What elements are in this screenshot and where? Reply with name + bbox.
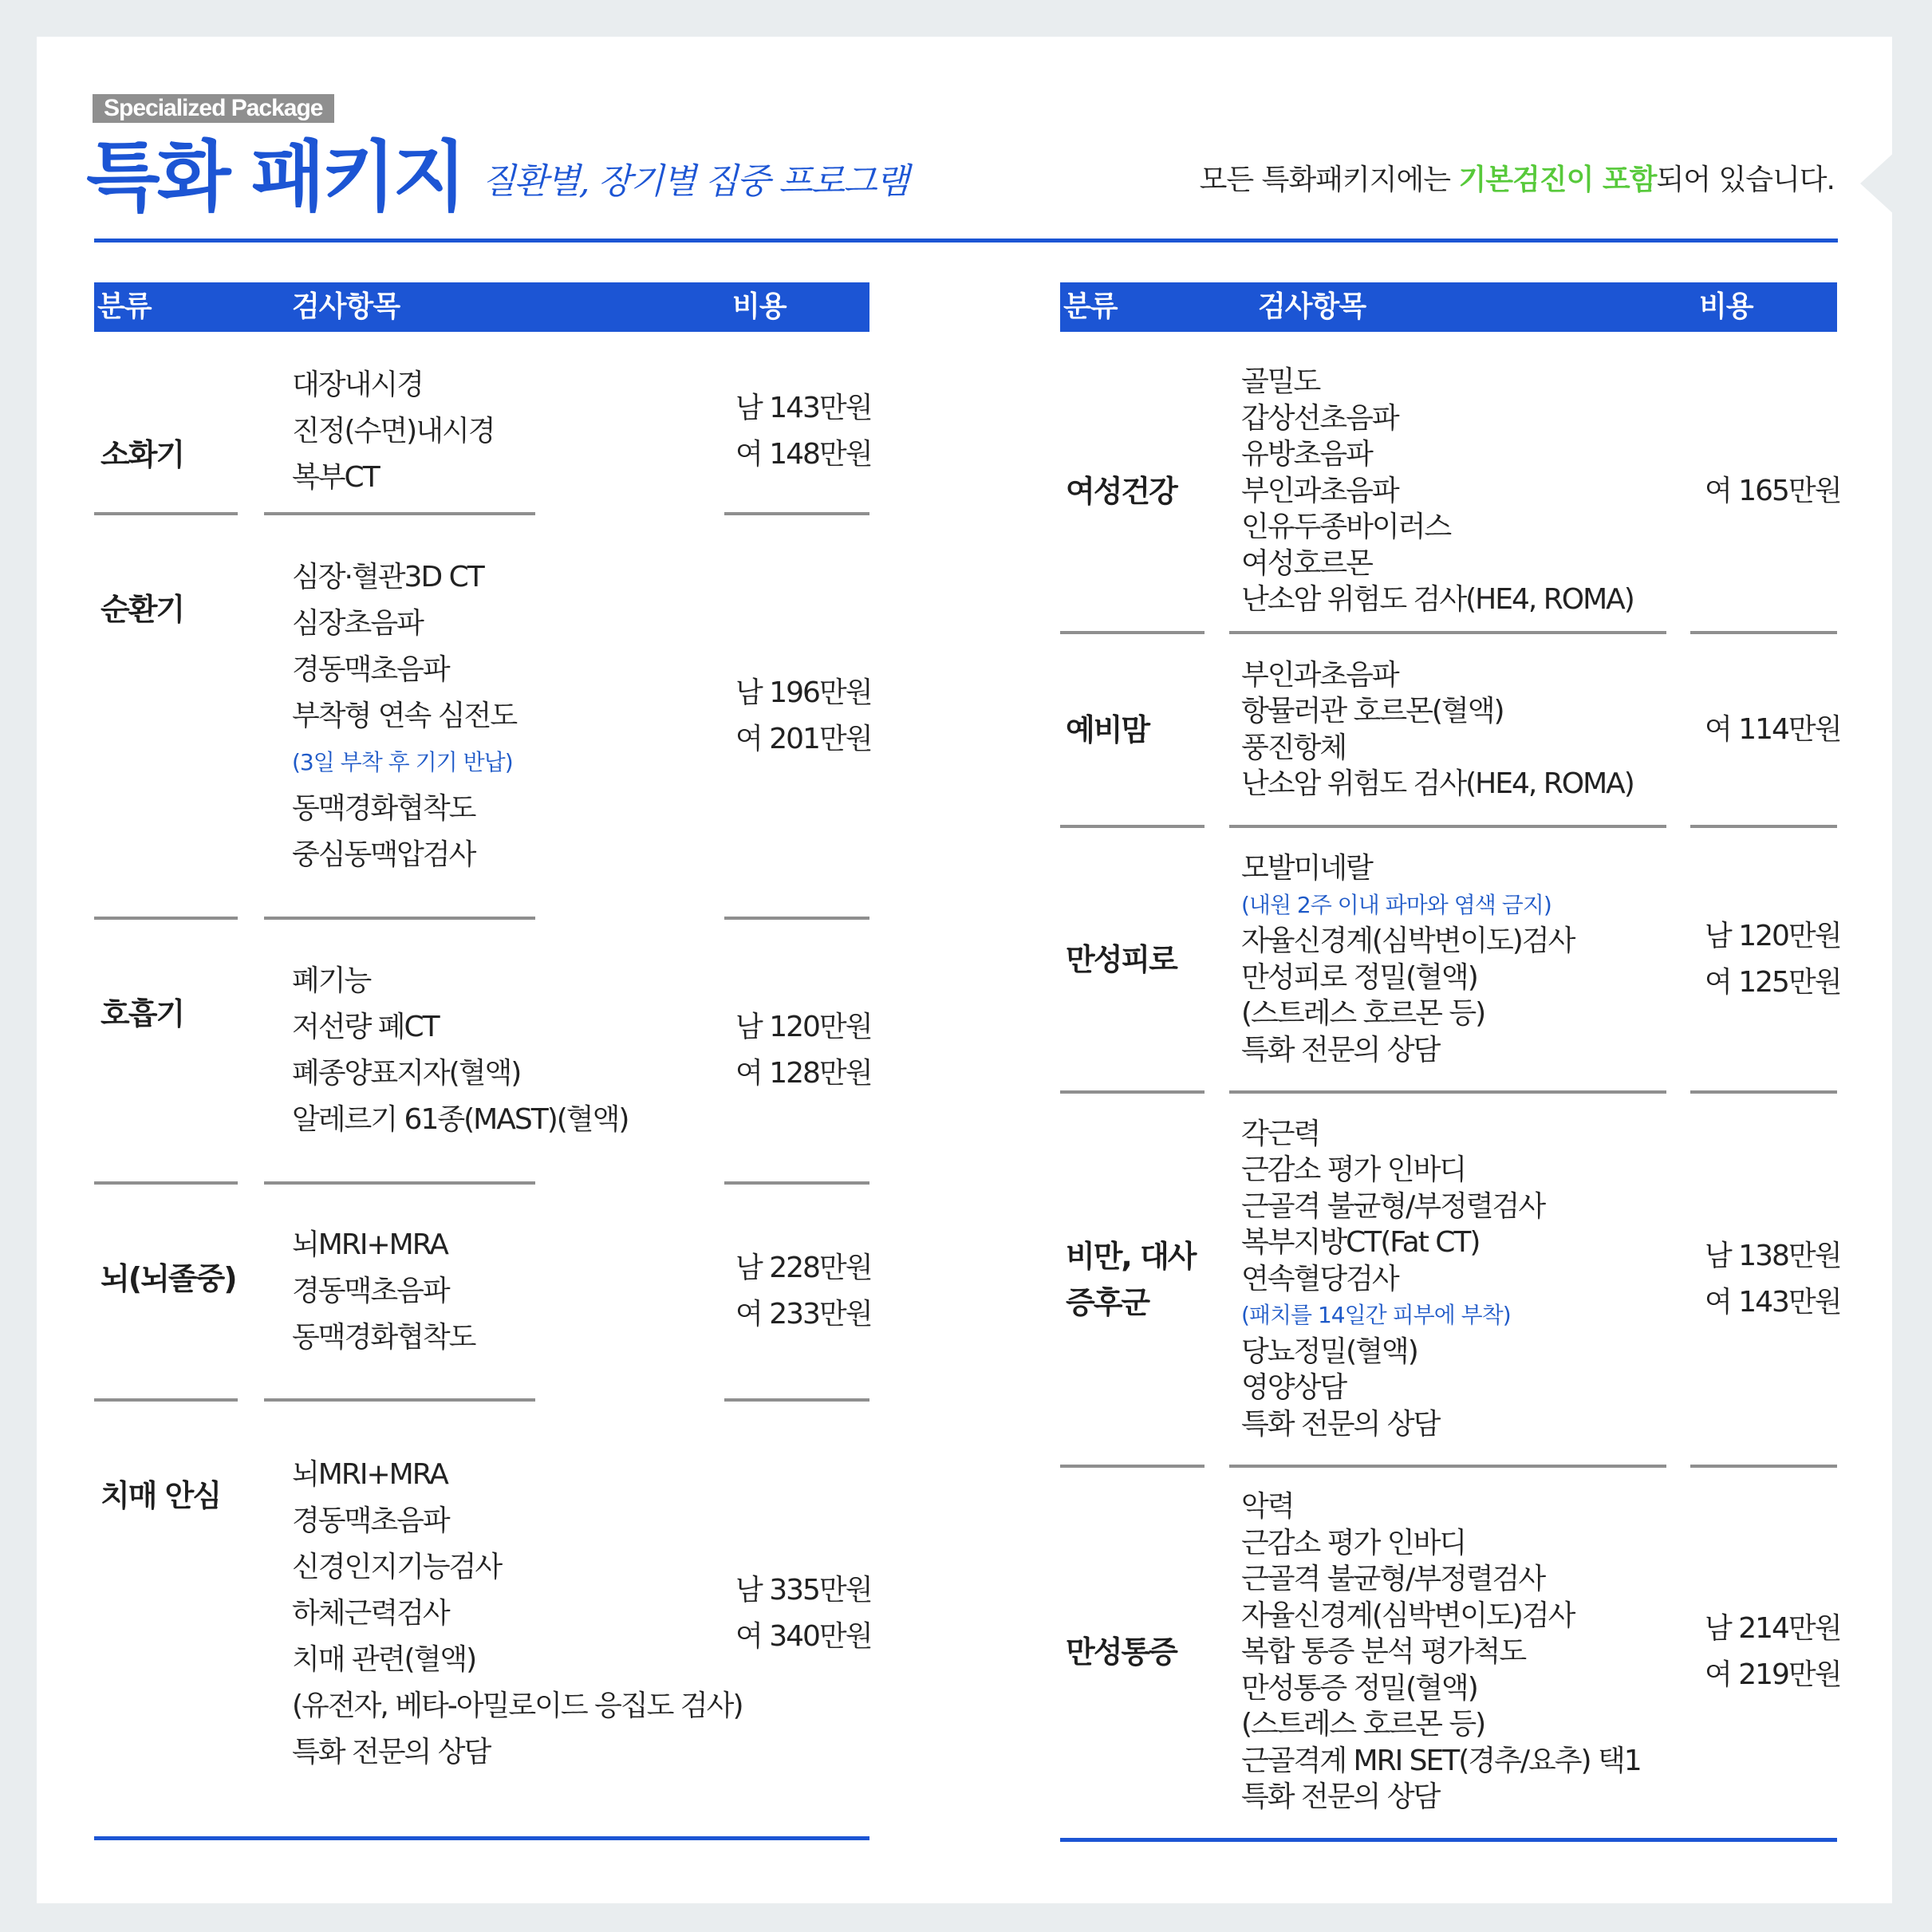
package-row <box>1060 826 1841 1092</box>
item-text: 연속혈당검사 <box>1241 1262 1398 1295</box>
package-items <box>292 554 516 878</box>
item-text: 심장초음파 <box>292 606 423 640</box>
package-category: 소화기 <box>101 437 184 472</box>
notice-text-after: 되어 있습니다. <box>1656 164 1835 196</box>
item-text: 모발미네랄 <box>1241 852 1372 885</box>
package-row <box>94 1183 872 1400</box>
item-text: 복부지방CT(Fat CT) <box>1241 1226 1480 1260</box>
item-text: 특화 전문의 상담 <box>292 1736 491 1768</box>
item-text: (유전자, 베타-아밀로이드 응집도 검사) <box>292 1690 743 1722</box>
package-row <box>94 514 872 918</box>
package-category: 만성피로 <box>1066 941 1177 977</box>
item-text: 특화 전문의 상담 <box>1241 1780 1440 1814</box>
package-items <box>292 362 495 501</box>
item-text: 자율신경계(심박변이도)검사 <box>1241 1599 1575 1632</box>
item-note: (패치를 14일간 피부에 부착) <box>1241 1302 1511 1329</box>
item-text: 부착형 연속 심전도 <box>292 699 517 732</box>
item-text: 심장·혈관3D CT <box>292 560 483 593</box>
package-items <box>1241 850 1574 1068</box>
package-row <box>94 918 872 1183</box>
price-text: 여 340만원 <box>735 1620 872 1653</box>
header-items: 검사항목 <box>292 290 400 323</box>
header-category: 분류 <box>1063 290 1118 323</box>
section-badge: Specialized Package <box>93 94 334 123</box>
page-subtitle: 질환별, 장기별 집중 프로그램 <box>482 161 908 202</box>
package-price <box>735 1567 871 1660</box>
item-text: 여성호르몬 <box>1241 546 1372 580</box>
package-price <box>1705 1606 1840 1698</box>
price-text: 남 196만원 <box>735 676 872 709</box>
package-items <box>1241 364 1634 618</box>
notice-highlight: 기본검진이 포함 <box>1458 164 1657 196</box>
package-price <box>1705 707 1840 753</box>
title-underline <box>94 239 1838 242</box>
item-text: 알레르기 61종(MAST)(혈액) <box>292 1103 629 1136</box>
item-text: 악력 <box>1241 1490 1294 1524</box>
item-text: 신경인지기능검사 <box>292 1551 502 1583</box>
price-text: 여 128만원 <box>735 1057 872 1090</box>
price-text: 남 138만원 <box>1705 1239 1841 1272</box>
item-text: 대장내시경 <box>292 369 423 401</box>
header-category: 분류 <box>97 290 152 323</box>
package-category: 치매 안심 <box>101 1478 221 1513</box>
item-text: 당뇨정밀(혈액) <box>1241 1335 1417 1368</box>
price-text: 여 165만원 <box>1705 474 1841 507</box>
page-title: 특화 패키지 <box>86 132 464 222</box>
item-text: 뇌MRI+MRA <box>292 1458 448 1491</box>
item-text: 근골격 불균형/부정렬검사 <box>1241 1563 1545 1596</box>
price-text: 여 125만원 <box>1705 965 1841 999</box>
price-text: 남 120만원 <box>735 1011 872 1043</box>
package-items <box>292 1452 743 1776</box>
item-text: 근골격계 MRI SET(경추/요추) 택1 <box>1241 1744 1641 1777</box>
package-items <box>1241 1488 1641 1816</box>
item-text: (스트레스 호르몬 등) <box>1241 1708 1485 1741</box>
item-text: 부인과초음파 <box>1241 474 1398 507</box>
package-row <box>1060 633 1841 826</box>
package-category: 여성건강 <box>1066 473 1177 509</box>
item-text: 만성피로 정밀(혈액) <box>1241 960 1477 994</box>
package-items <box>1241 657 1634 802</box>
item-text: 치매 관련(혈액) <box>292 1643 476 1676</box>
item-note: (3일 부착 후 기기 반납) <box>292 748 513 775</box>
package-category: 만성통증 <box>1066 1634 1177 1670</box>
package-items <box>292 958 628 1143</box>
item-text: 하체근력검사 <box>292 1597 449 1630</box>
item-text: 만성통증 정밀(혈액) <box>1241 1671 1477 1705</box>
package-price <box>1705 468 1840 515</box>
package-row <box>1060 349 1841 633</box>
package-row <box>1060 1092 1841 1466</box>
item-text: 풍진항체 <box>1241 731 1346 764</box>
price-text: 여 114만원 <box>1705 712 1841 746</box>
item-text: 폐기능 <box>292 964 371 997</box>
side-notch <box>1860 150 1897 217</box>
right-package-table <box>1060 282 1841 1814</box>
package-price <box>735 385 871 478</box>
package-items <box>1241 1116 1544 1443</box>
item-text: 동맥경화협착도 <box>292 791 475 825</box>
package-row <box>94 1400 872 1828</box>
price-text: 남 214만원 <box>1705 1612 1841 1645</box>
package-row <box>1060 1466 1841 1838</box>
left-table-header <box>94 282 869 332</box>
package-category: 예비맘 <box>1066 712 1149 747</box>
price-text: 남 143만원 <box>735 392 872 424</box>
package-price <box>735 1004 871 1097</box>
table-bottom-rule <box>1060 1838 1837 1842</box>
item-text: 자율신경계(심박변이도)검사 <box>1241 925 1575 957</box>
item-text: 골밀도 <box>1241 365 1320 399</box>
item-text: 각근력 <box>1241 1117 1320 1150</box>
item-text: 근감소 평가 인바디 <box>1241 1526 1466 1559</box>
header-cost: 비용 <box>1699 290 1753 323</box>
price-text: 여 219만원 <box>1705 1658 1841 1691</box>
package-items <box>292 1222 475 1361</box>
price-text: 남 120만원 <box>1705 919 1841 952</box>
package-category: 호흡기 <box>101 996 184 1031</box>
item-text: 난소암 위험도 검사(HE4, ROMA) <box>1241 767 1634 800</box>
basic-checkup-notice <box>1200 158 1835 203</box>
package-price <box>1705 913 1840 1006</box>
price-text: 여 148만원 <box>735 438 872 471</box>
item-text: 복합 통증 분석 평가척도 <box>1241 1635 1526 1669</box>
item-text: 부인과초음파 <box>1241 658 1398 692</box>
item-note: (내원 2주 이내 파마와 염색 금지) <box>1241 891 1552 918</box>
package-price <box>735 1245 871 1338</box>
notice-text-before: 모든 특화패키지에는 <box>1199 164 1459 196</box>
item-text: 중심동맥압검사 <box>292 838 475 871</box>
item-text: 근감소 평가 인바디 <box>1241 1153 1466 1187</box>
package-category: 순환기 <box>101 592 184 627</box>
item-text: 근골격 불균형/부정렬검사 <box>1241 1189 1545 1223</box>
price-text: 남 228만원 <box>735 1252 872 1284</box>
price-text: 여 233만원 <box>735 1298 872 1331</box>
item-text: 동맥경화협착도 <box>292 1321 475 1354</box>
package-price <box>1705 1233 1840 1326</box>
item-text: 복부CT <box>292 461 379 494</box>
item-text: 뇌MRI+MRA <box>292 1228 448 1261</box>
item-text: 난소암 위험도 검사(HE4, ROMA) <box>1241 583 1634 617</box>
item-text: 폐종양표지자(혈액) <box>292 1057 521 1090</box>
package-row <box>94 349 872 514</box>
item-text: 유방초음파 <box>1241 438 1372 471</box>
item-text: 특화 전문의 상담 <box>1241 1033 1440 1067</box>
left-package-table <box>94 282 872 1768</box>
table-bottom-rule <box>94 1836 869 1840</box>
item-text: 저선량 폐CT <box>292 1011 439 1043</box>
header-items: 검사항목 <box>1258 290 1366 323</box>
item-text: 특화 전문의 상담 <box>1241 1407 1440 1441</box>
item-text: 갑상선초음파 <box>1241 401 1398 435</box>
item-text: 인유두종바이러스 <box>1241 511 1451 544</box>
item-text: 경동맥초음파 <box>292 1275 449 1307</box>
price-text: 여 143만원 <box>1705 1285 1841 1319</box>
package-category: 비만, 대사 증후군 <box>1066 1238 1196 1320</box>
price-text: 남 335만원 <box>735 1574 872 1607</box>
package-category: 뇌(뇌졸중) <box>101 1261 236 1296</box>
item-text: 경동맥초음파 <box>292 1504 449 1537</box>
item-text: 진정(수면)내시경 <box>292 415 495 448</box>
item-text: 영양상담 <box>1241 1371 1346 1405</box>
right-table-header <box>1060 282 1837 332</box>
item-text: (스트레스 호르몬 등) <box>1241 997 1485 1030</box>
price-text: 여 201만원 <box>735 722 872 755</box>
package-price <box>735 670 871 763</box>
item-text: 항뮬러관 호르몬(혈액) <box>1241 695 1504 727</box>
header-cost: 비용 <box>732 290 787 323</box>
item-text: 경동맥초음파 <box>292 653 449 686</box>
